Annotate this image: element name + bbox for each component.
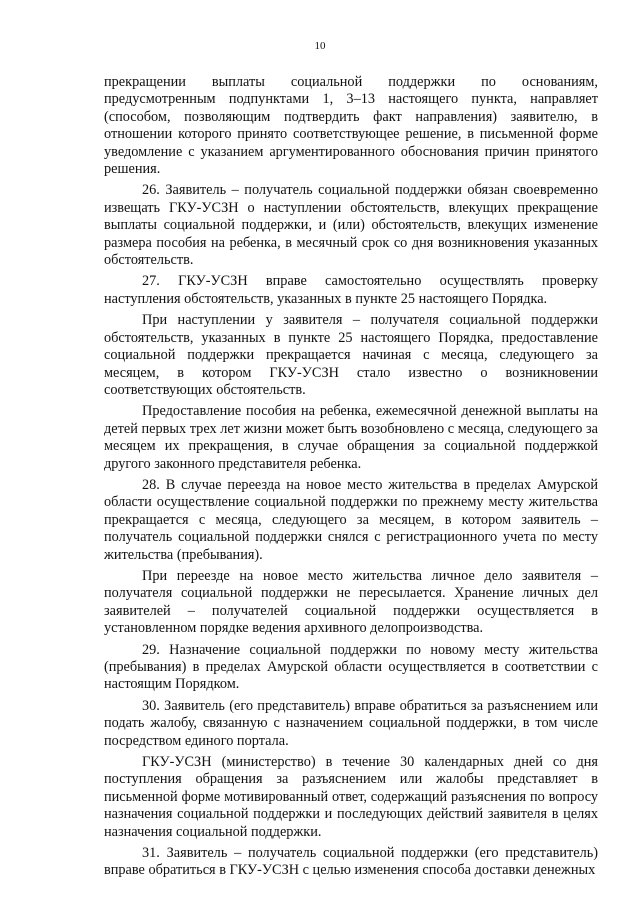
paragraph-item-28-personal-file: При переезде на новое место жительства личное дело заявителя – получателя социальной поддержки не пересылается. Хранение личных дел заявителей – получателей социальной поддержки осуществляется в установленном порядке ведения архивного делопроизводства. bbox=[104, 567, 598, 637]
paragraph-item-27-termination: При наступлении у заявителя – получателя социальной поддержки обстоятельств, указанных в пункте 25 настоящего Порядка, предоставление социальной поддержки прекращается начиная с месяца, следующего за месяцем, в котором ГКУ-УСЗН стало известно о возникновении соответствующих обстоятельств. bbox=[104, 312, 598, 398]
page-number: 10 bbox=[314, 40, 326, 52]
document-body bbox=[104, 74, 598, 884]
paragraph-item-30: 30. Заявитель (его представитель) вправе обратиться за разъяснением или подать жалобу, связанную с назначением социальной поддержки, в том числе посредством единого портала. bbox=[104, 697, 598, 749]
paragraph-item-28: 28. В случае переезда на новое место жительства в пределах Амурской области осуществление социальной поддержки по прежнему месту жительства прекращается с месяца, следующего за месяцем, в котором заявитель – получатель социальной поддержки снялся с регистрационного учета по месту жительства (пребывания). bbox=[104, 476, 598, 563]
paragraph-item-26: 26. Заявитель – получатель социальной поддержки обязан своевременно извещать ГКУ-УСЗН о наступлении обстоятельств, влекущих прекращение выплаты социальной поддержки, и (или) обстоятельств, влекущих изменение размера пособия на ребенка, в месячный срок со дня возникновения указанных обстоятельств. bbox=[104, 182, 598, 269]
paragraph-item-27-resumption: Предоставление пособия на ребенка, ежемесячной денежной выплаты на детей первых трех лет жизни может быть возобновлено с месяца, следующего за месяцем их прекращения, в случае обращения за социальной поддержкой другого законного представителя ребенка. bbox=[104, 403, 598, 472]
paragraph-item-27: 27. ГКУ-УСЗН вправе самостоятельно осуществлять проверку наступления обстоятельств, указанных в пункте 25 настоящего Порядка. bbox=[104, 273, 598, 307]
paragraph-continuation: прекращении выплаты социальной поддержки по основаниям, предусмотренным подпунктами 1, 3–13 настоящего пункта, направляет (способом, позволяющим подтвердить факт направления) заявителю, в отношении которого принято соответствующее решение, в письменной форме уведомление с указанием аргументированного обоснования причин принятого решения. bbox=[104, 74, 598, 178]
paragraph-item-30-response: ГКУ-УСЗН (министерство) в течение 30 календарных дней со дня поступления обращения за разъяснением или жалобы представляет в письменной форме мотивированный ответ, содержащий разъяснения по вопросу назначения социальной поддержки и последующих действий заявителя в целях назначения социальной поддержки. bbox=[104, 754, 598, 840]
paragraph-item-29: 29. Назначение социальной поддержки по новому месту жительства (пребывания) в пределах Амурской области осуществляется в соответствии с настоящим Порядком. bbox=[104, 641, 598, 693]
paragraph-item-31: 31. Заявитель – получатель социальной поддержки (его представитель) вправе обратиться в ГКУ-УСЗН с целью изменения способа доставки денежных bbox=[104, 845, 598, 879]
